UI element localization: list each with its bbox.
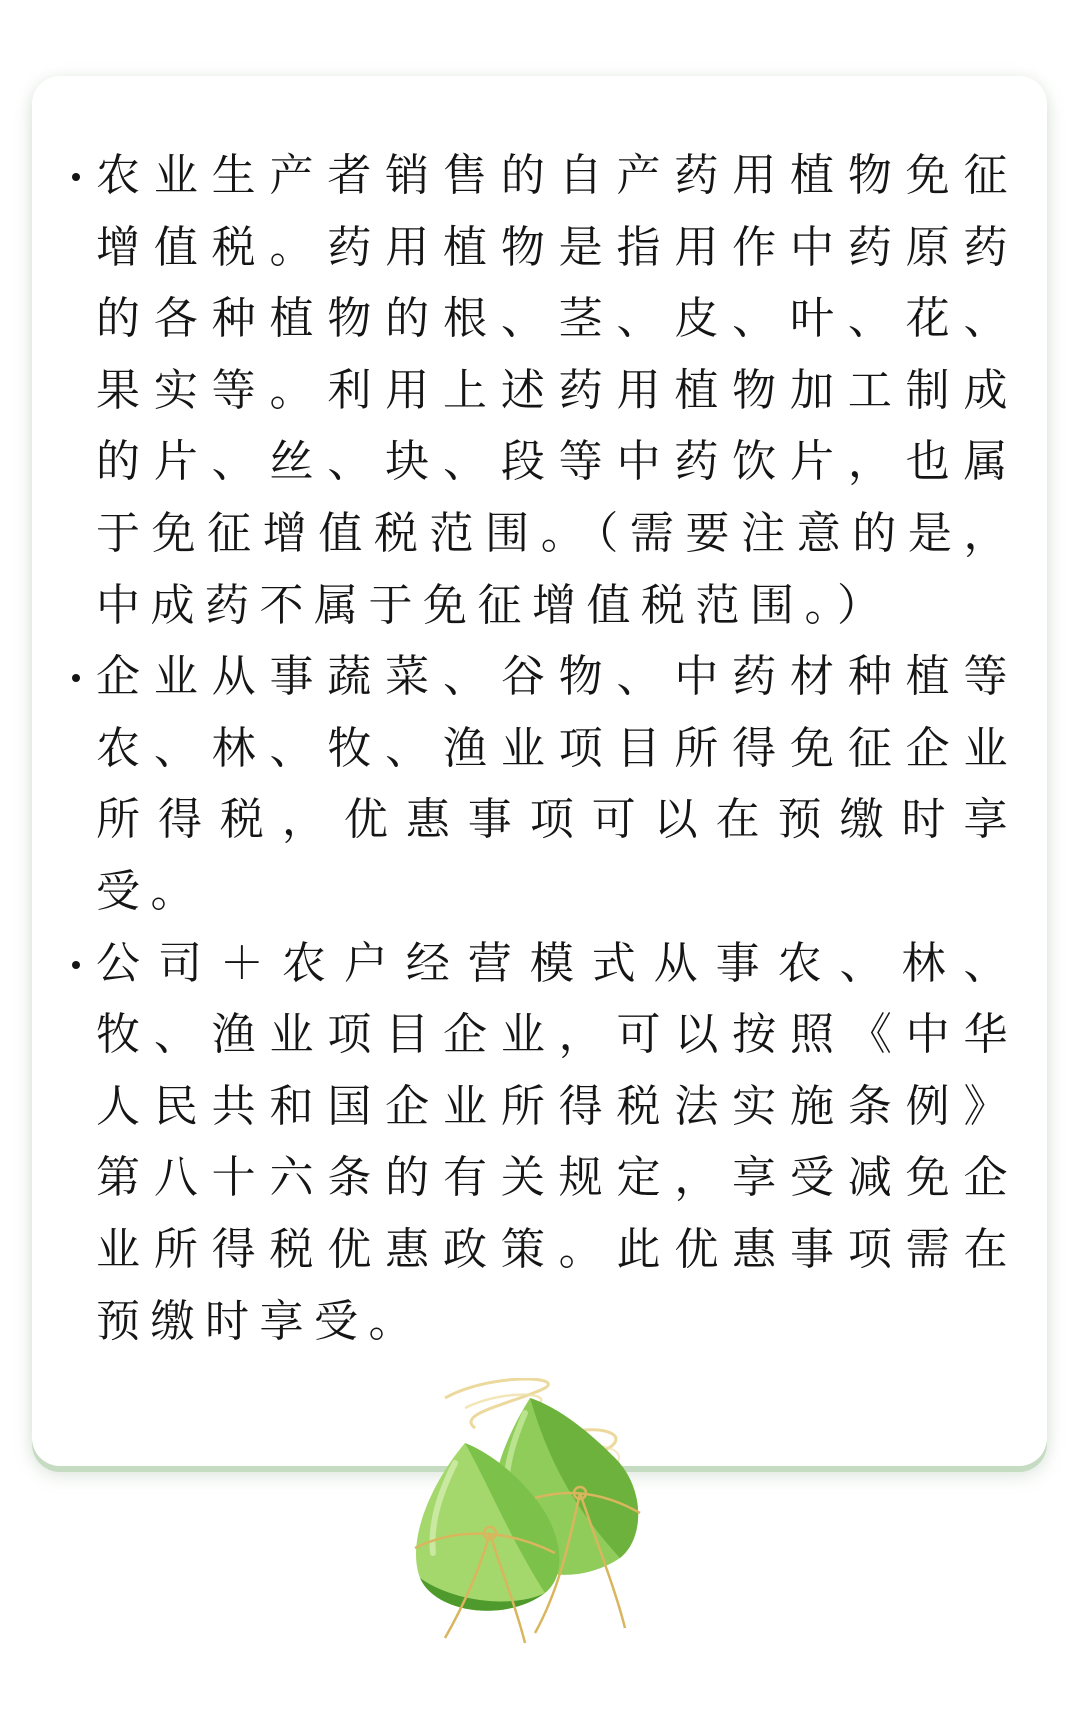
policy-list	[68, 140, 1018, 1357]
list-item	[68, 140, 1018, 641]
list-item	[68, 928, 1018, 1358]
bullet-icon	[72, 674, 80, 682]
item-text: 农业生产者销售的自产药用植物免征增值税。药用植物是指用作中药原药的各种植物的根、茎、皮、叶、花、果实等。利用上述药用植物加工制成的片、丝、块、段等中药饮片，也属于免征增值税范围。（需要注意的是，中成药不属于免征增值税范围。）	[96, 150, 1018, 631]
bullet-icon	[72, 961, 80, 969]
item-text: 公司＋农户经营模式从事农、林、牧、渔业项目企业，可以按照《中华人民共和国企业所得税法实施条例》第八十六条的有关规定，享受减免企业所得税优惠政策。此优惠事项需在预缴时享受。	[96, 937, 1018, 1347]
bullet-icon	[72, 173, 80, 181]
zongzi-icon	[395, 1378, 695, 1678]
list-item	[68, 641, 1018, 927]
item-text: 企业从事蔬菜、谷物、中药材种植等农、林、牧、渔业项目所得免征企业所得税，优惠事项可以在预缴时享受。	[96, 651, 1018, 917]
